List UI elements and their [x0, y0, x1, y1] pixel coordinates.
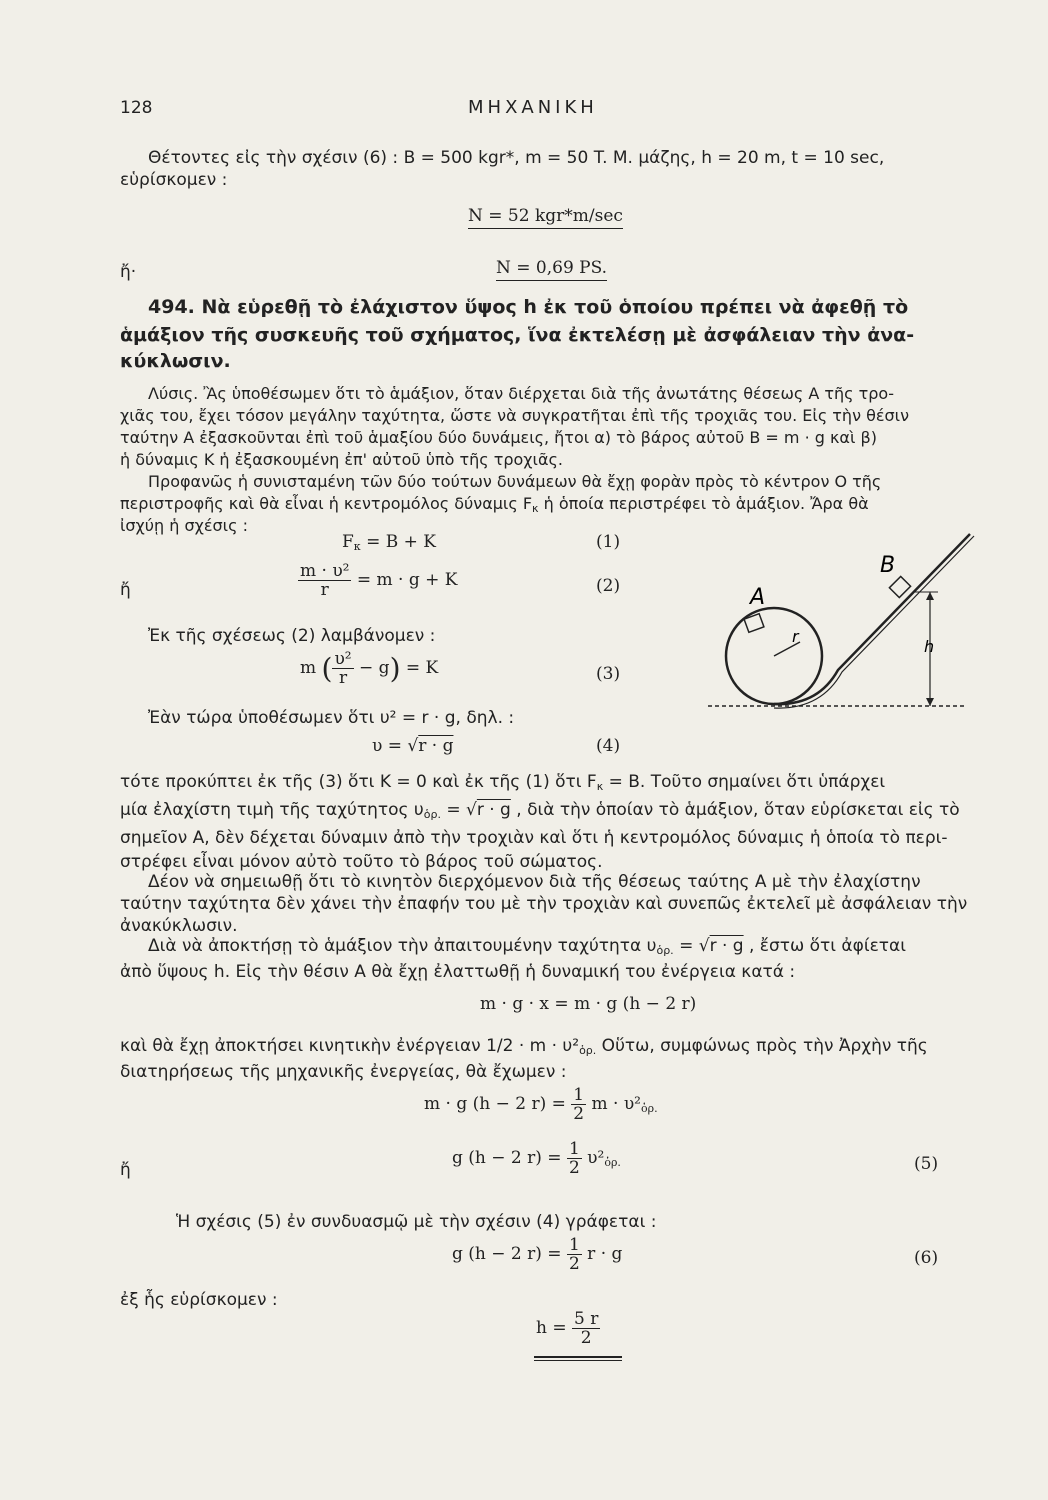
eq3-num: υ²: [334, 649, 352, 669]
eq5a-rhs: m · υ²: [586, 1094, 641, 1114]
equation-5a: [424, 1086, 658, 1123]
equation-6: [452, 1236, 622, 1273]
eq3-m: m: [300, 658, 317, 678]
eq2-num: m · υ²: [300, 561, 350, 581]
eq1-sub: κ: [353, 540, 361, 553]
running-title: ΜΗΧΑΝΙΚΗ: [468, 97, 598, 118]
equation-1: [342, 532, 436, 553]
eq3-den: r: [338, 668, 348, 688]
eq3-number: (3): [596, 664, 621, 684]
cart-at-b: [889, 576, 910, 597]
final-den: 2: [580, 1328, 592, 1348]
eq4-lhs: υ =: [372, 736, 408, 756]
final-lhs: h =: [536, 1318, 573, 1338]
eq5a-fraction: [571, 1086, 586, 1123]
p1-line-2b: , διὰ τὴν ὁποίαν τὸ ἁμάξιον, ὅταν εὑρίσκεται εἰς τὸ: [510, 800, 960, 820]
loop-track-figure: [688, 520, 988, 720]
p1-line-2-sub: ὁρ.: [423, 808, 441, 821]
eq-energy: m · g · x = m · g (h − 2 r): [480, 994, 697, 1014]
problem-line-2: ἁμάξιον τῆς συσκευῆς τοῦ σχήματος, ἵνα ἐκτελέσῃ μὲ ἀσφάλειαν τὴν ἀνα-: [120, 324, 915, 346]
eq6-fraction: [567, 1236, 582, 1273]
p1-line-3: σημεῖον A, δὲν δέχεται δύναμιν ἀπὸ τὴν τροχιὰν καὶ ὅτι ἡ κεντρομόλος δύναμις ἡ ὁποία τὸ περι-: [120, 828, 948, 848]
eq4-radicand: r · g: [418, 736, 454, 756]
p3-line-1b: , ἔστω ὅτι ἀφίεται: [743, 936, 906, 956]
p1-line-1b: = B. Τοῦτο σημαίνει ὅτι ὑπάρχει: [603, 772, 886, 792]
p3-line-1a: Διὰ νὰ ἀποκτήσῃ τὸ ἁμάξιον τὴν ἀπαιτουμένην ταχύτητα υ: [148, 936, 657, 956]
eq6-number: (6): [914, 1248, 939, 1268]
eq5-lhs: g (h − 2 r) =: [452, 1148, 567, 1168]
eq5-number: (5): [914, 1154, 939, 1174]
p1-line-2a: μία ἐλαχίστη τιμὴ τῆς ταχύτητος υ: [120, 800, 424, 820]
p3-line-2: ἀπὸ ὕψους h. Εἰς τὴν θέσιν A θὰ ἔχῃ ἐλαττωθῇ ἡ δυναμική του ἐνέργεια κατά :: [120, 962, 796, 982]
eq5a-sub: ὁρ.: [641, 1102, 658, 1115]
eq6-lhs: g (h − 2 r) =: [452, 1244, 567, 1264]
or-word-intro: ἤ·: [120, 262, 137, 282]
p4-line-1b: Οὕτω, συμφώνως πρὸς τὴν Ἀρχὴν τῆς: [596, 1036, 928, 1056]
label-a: A: [750, 585, 766, 610]
or-word-eq2: ἤ: [120, 580, 131, 600]
eq3-lparen: (: [321, 652, 333, 685]
intro-line-1: Θέτοντες εἰς τὴν σχέσιν (6) : B = 500 kgr*, m = 50 T. M. μάζης, h = 20 m, t = 10 sec,: [148, 148, 885, 168]
eq5-den: 2: [568, 1158, 580, 1178]
page-number: 128: [120, 98, 153, 118]
result-n-ps: [496, 258, 607, 278]
height-arrow-down: [926, 698, 934, 706]
p4-line-1a: καὶ θὰ ἔχῃ ἀποκτήσει κινητικὴν ἐνέργειαν 1/2 · m · υ²: [120, 1036, 580, 1056]
eq1-f: F: [342, 532, 354, 552]
eq3-k: = K: [400, 658, 439, 678]
eq3-rparen: ): [389, 652, 401, 685]
height-arrow-up: [926, 592, 934, 600]
p4-line-1-sub: ὁρ.: [579, 1044, 597, 1057]
p3-line-1: Διὰ νὰ ἀποκτήσῃ τὸ ἁμάξιον τὴν ἀπαιτουμένην ταχύτητα $\upsilon_{ὁ\rho.} = √r \cdot g$ , ἔστω ὅτι ἀφίεται: [148, 936, 906, 957]
p3-line-1-eq: =: [673, 936, 699, 956]
eq6-num: 1: [568, 1235, 580, 1255]
solution-line-6-end: ἡ ὁποία περιστρέφει τὸ ἁμάξιον. Ἄρα θὰ: [538, 494, 869, 513]
final-double-underline-1: [534, 1356, 622, 1358]
solution-line-6-sub: κ: [532, 502, 539, 515]
label-b: B: [880, 553, 896, 578]
label-h: h: [924, 637, 935, 656]
eq5-rhs: υ²: [581, 1148, 605, 1168]
p2-line-2: ταύτην ταχύτητα δὲν χάνει τὴν ἐπαφήν του μὲ τὴν τροχιὰν καὶ συνεπῶς ἐκτελεῖ μὲ ἀσφάλειαν τὴν: [120, 894, 968, 914]
result-n-kgr: [468, 206, 623, 226]
eq2-rest: = m · g + K: [351, 570, 458, 590]
p1-line-1-sub: κ: [596, 780, 604, 793]
intro-line-2: εὑρίσκομεν :: [120, 170, 228, 190]
eq6-den: 2: [568, 1254, 580, 1274]
eq3-fraction: [332, 650, 353, 687]
label-r: r: [792, 627, 799, 646]
p4-line-1: [120, 1036, 928, 1061]
solution-line-3: ταύτην A ἐξασκοῦνται ἐπὶ τοῦ ἁμαξίου δύο δυνάμεις, ἤτοι α) τὸ βάρος αὐτοῦ B = m · g καὶ β): [120, 428, 877, 447]
eq5a-num: 1: [573, 1085, 585, 1105]
equation-5: [452, 1140, 621, 1177]
eq5-sub: ὁρ.: [604, 1156, 621, 1169]
p1-line-4: στρέφει εἶναι μόνον αὐτὸ τοῦτο τὸ βάρος τοῦ σώματος.: [120, 852, 603, 872]
from-eq2-text: Ἐκ τῆς σχέσεως (2) λαμβάνομεν :: [148, 626, 436, 646]
solution-line-6-text: περιστροφῆς καὶ θὰ εἶναι ἡ κεντρομόλος δύναμις F: [120, 494, 533, 513]
eq5a-den: 2: [573, 1104, 585, 1124]
solution-line-5: Προφανῶς ἡ συνισταμένη τῶν δύο τούτων δυνάμεων θὰ ἔχῃ φορὰν πρὸς τὸ κέντρον O τῆς: [148, 472, 882, 491]
p1-line-2: μία ἐλαχίστη τιμὴ τῆς ταχύτητος $\upsilon_{ὁ\rho.} = √r \cdot g$ , διὰ τὴν ὁποίαν τὸ ἁμάξιον, ὅταν εὑρίσκεται εἰς τὸ: [120, 800, 960, 821]
final-equation: [536, 1310, 600, 1347]
now-assume-text: Ἐὰν τώρα ὑποθέσωμεν ὅτι υ² = r · g, δηλ. :: [148, 708, 515, 728]
p1-line-2-radicand: r · g: [476, 800, 511, 820]
eq2-number: (2): [596, 576, 621, 596]
eq1-number: (1): [596, 532, 621, 552]
equation-3: [300, 650, 438, 687]
p3-line-1-radicand: r · g: [709, 936, 744, 956]
eq5-num: 1: [568, 1139, 580, 1159]
final-double-underline-2: [534, 1360, 622, 1361]
result-n-ps-text: N = 0,69 PS.: [496, 258, 607, 281]
p1-line-1: [120, 772, 885, 797]
p2-line-3: ἀνακύκλωσιν.: [120, 916, 238, 936]
p1-line-1a: τότε προκύπτει ἐκ τῆς (3) ὅτι K = 0 καὶ ἐκ τῆς (1) ὅτι F: [120, 772, 597, 792]
solution-line-2: χιᾶς του, ἔχει τόσον μεγάλην ταχύτητα, ὥστε νὰ συγκρατῆται ἐπὶ τῆς τροχιᾶς του. Εἰς τὴν θέσιν: [120, 406, 910, 425]
eq1-rest: = B + K: [360, 532, 436, 552]
eq2-den: r: [320, 580, 329, 600]
eq3-rest: − g: [359, 658, 390, 678]
result-n-kgr-text: N = 52 kgr*m/sec: [468, 206, 623, 229]
final-fraction: [572, 1310, 600, 1347]
equation-2: [298, 562, 458, 599]
eq4-number: (4): [596, 736, 621, 756]
solution-line-4: ἡ δύναμις K ἡ ἐξασκουμένη ἐπ' αὐτοῦ ὑπὸ τῆς τροχιᾶς.: [120, 450, 563, 469]
final-num: 5 r: [574, 1309, 599, 1329]
solution-line-7: ἰσχύῃ ἡ σχέσις :: [120, 516, 248, 535]
p1-line-2-eq: =: [440, 800, 467, 820]
problem-line-3: κύκλωσιν.: [120, 350, 231, 372]
p6-line-1: ἐξ ἧς εὑρίσκομεν :: [120, 1290, 278, 1310]
eq2-fraction: [298, 562, 351, 599]
equation-4: υ = √r · g: [372, 736, 454, 756]
p4-line-2: διατηρήσεως τῆς μηχανικῆς ἐνεργείας, θὰ ἔχωμεν :: [120, 1062, 567, 1082]
p5-line-1: Ἡ σχέσις (5) ἐν συνδυασμῷ μὲ τὴν σχέσιν (4) γράφεται :: [176, 1212, 657, 1232]
eq6-rhs: r · g: [581, 1244, 623, 1264]
eq5a-lhs: m · g (h − 2 r) =: [424, 1094, 572, 1114]
p3-line-1-sub: ὁρ.: [656, 944, 674, 957]
problem-line-1: 494. Νὰ εὑρεθῇ τὸ ἐλάχιστον ὕψος h ἐκ τοῦ ὁποίου πρέπει νὰ ἀφεθῇ τὸ: [148, 296, 909, 318]
or-word-eq5: ἤ: [120, 1160, 131, 1180]
p2-line-1: Δέον νὰ σημειωθῇ ὅτι τὸ κινητὸν διερχόμενον διὰ τῆς θέσεως ταύτης A μὲ τὴν ἐλαχίστην: [148, 872, 921, 892]
eq5-fraction: [567, 1140, 582, 1177]
solution-line-1: Λύσις. Ἂς ὑποθέσωμεν ὅτι τὸ ἁμάξιον, ὅταν διέρχεται διὰ τῆς ἀνωτάτης θέσεως A τῆς τρο-: [148, 384, 894, 403]
